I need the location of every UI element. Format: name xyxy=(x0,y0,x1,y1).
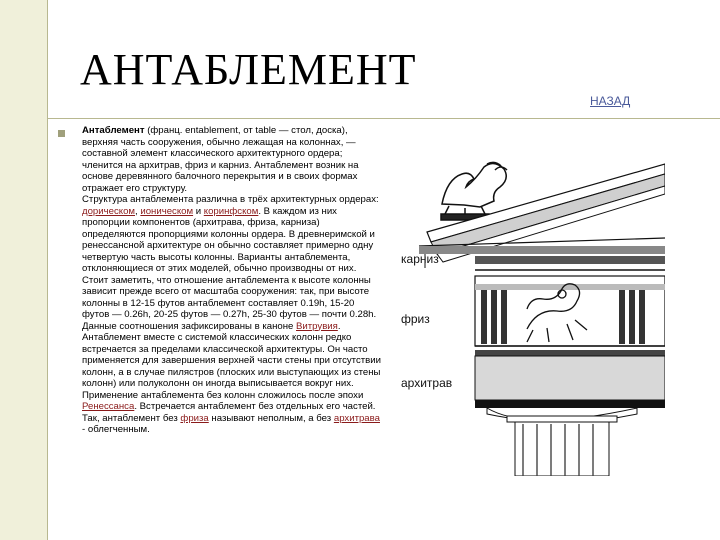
label-architrave: архитрав xyxy=(401,376,453,390)
text-part-6: - облегченным. xyxy=(82,424,150,435)
label-cornice: карниз xyxy=(401,252,439,266)
link-doric[interactable]: дорическом xyxy=(82,205,135,217)
text-separator-1: , xyxy=(135,205,141,217)
link-ionic[interactable]: ионическом xyxy=(140,205,194,217)
back-link[interactable]: НАЗАД xyxy=(590,94,631,108)
slide-title: АНТАБЛЕМЕНТ xyxy=(80,45,417,94)
text-separator-2: и xyxy=(193,205,204,217)
link-vitruvius[interactable]: Витрувия xyxy=(296,320,338,332)
entablement-illustration xyxy=(397,134,665,476)
link-corinthian[interactable]: коринфском xyxy=(203,205,259,217)
horizontal-divider xyxy=(47,118,720,119)
text-part-2: . В каждом из них пропорции компонентов (архитрава, фриза, карниза) определяются пропорциями колонны ордера. В древнеримской и ренессансной архитектуре он обычно составляет примерно одну четвертую часть высоты колонны. Варианты антаблемента, отклоняющиеся от этих моделей, обычно производны от них. Стоит заметить, что отношение антаблемента к высоте колонны зависит прежде всего от масштаба сооружения: так, при высоте колонны в 12-15 футов антаблемент составляет 0.19h, 15-20 футов — 0.26h, 20-25 футов — 0.27h, 25-30 футов — почти 0.28h. Данные соотношения зафиксированы в каноне xyxy=(82,205,377,332)
left-accent-bar xyxy=(0,0,47,540)
text-part-4: . Встречается антаблемент без отдельных его частей. Так, антаблемент без xyxy=(82,401,376,424)
body-text xyxy=(82,125,382,436)
term-entablement: Антаблемент xyxy=(82,125,145,136)
link-architrave[interactable]: архитрава xyxy=(333,412,380,424)
bullet-icon xyxy=(58,130,65,137)
text-part-1: (франц. entablement, от table — стол, доска), верхняя часть сооружения, обычно лежащая на колоннах, — составной элемент классического архитектурного ордера; членится на архитрав, фриз и карниз. Антаблемент возник на основе деревянного балочного перекрытия и в своих формах отражает его структуру. Структура антаблемента различна в трёх архитектурных ордерах: xyxy=(82,125,379,205)
label-frieze: фриз xyxy=(401,312,430,326)
text-part-5: называют неполным, а без xyxy=(208,412,334,424)
frieze-drawing xyxy=(475,276,665,346)
vertical-divider xyxy=(47,0,48,540)
link-frieze[interactable]: фриза xyxy=(180,412,209,424)
architrave-drawing xyxy=(475,350,665,408)
link-renaissance[interactable]: Ренессанса xyxy=(82,401,135,412)
text-part-3: . Антаблемент вместе с системой классических колонн редко встречается за пределами классической архитектуры. Он часто применяется для завершения верхней части стены при отсутствии колонн, а в случае пилястров (плоских или выступающих из стены колонн) или полуколонн он иногда выписывается вокруг них. Применение антаблемента без колонн сложилось после эпохи xyxy=(82,320,381,401)
